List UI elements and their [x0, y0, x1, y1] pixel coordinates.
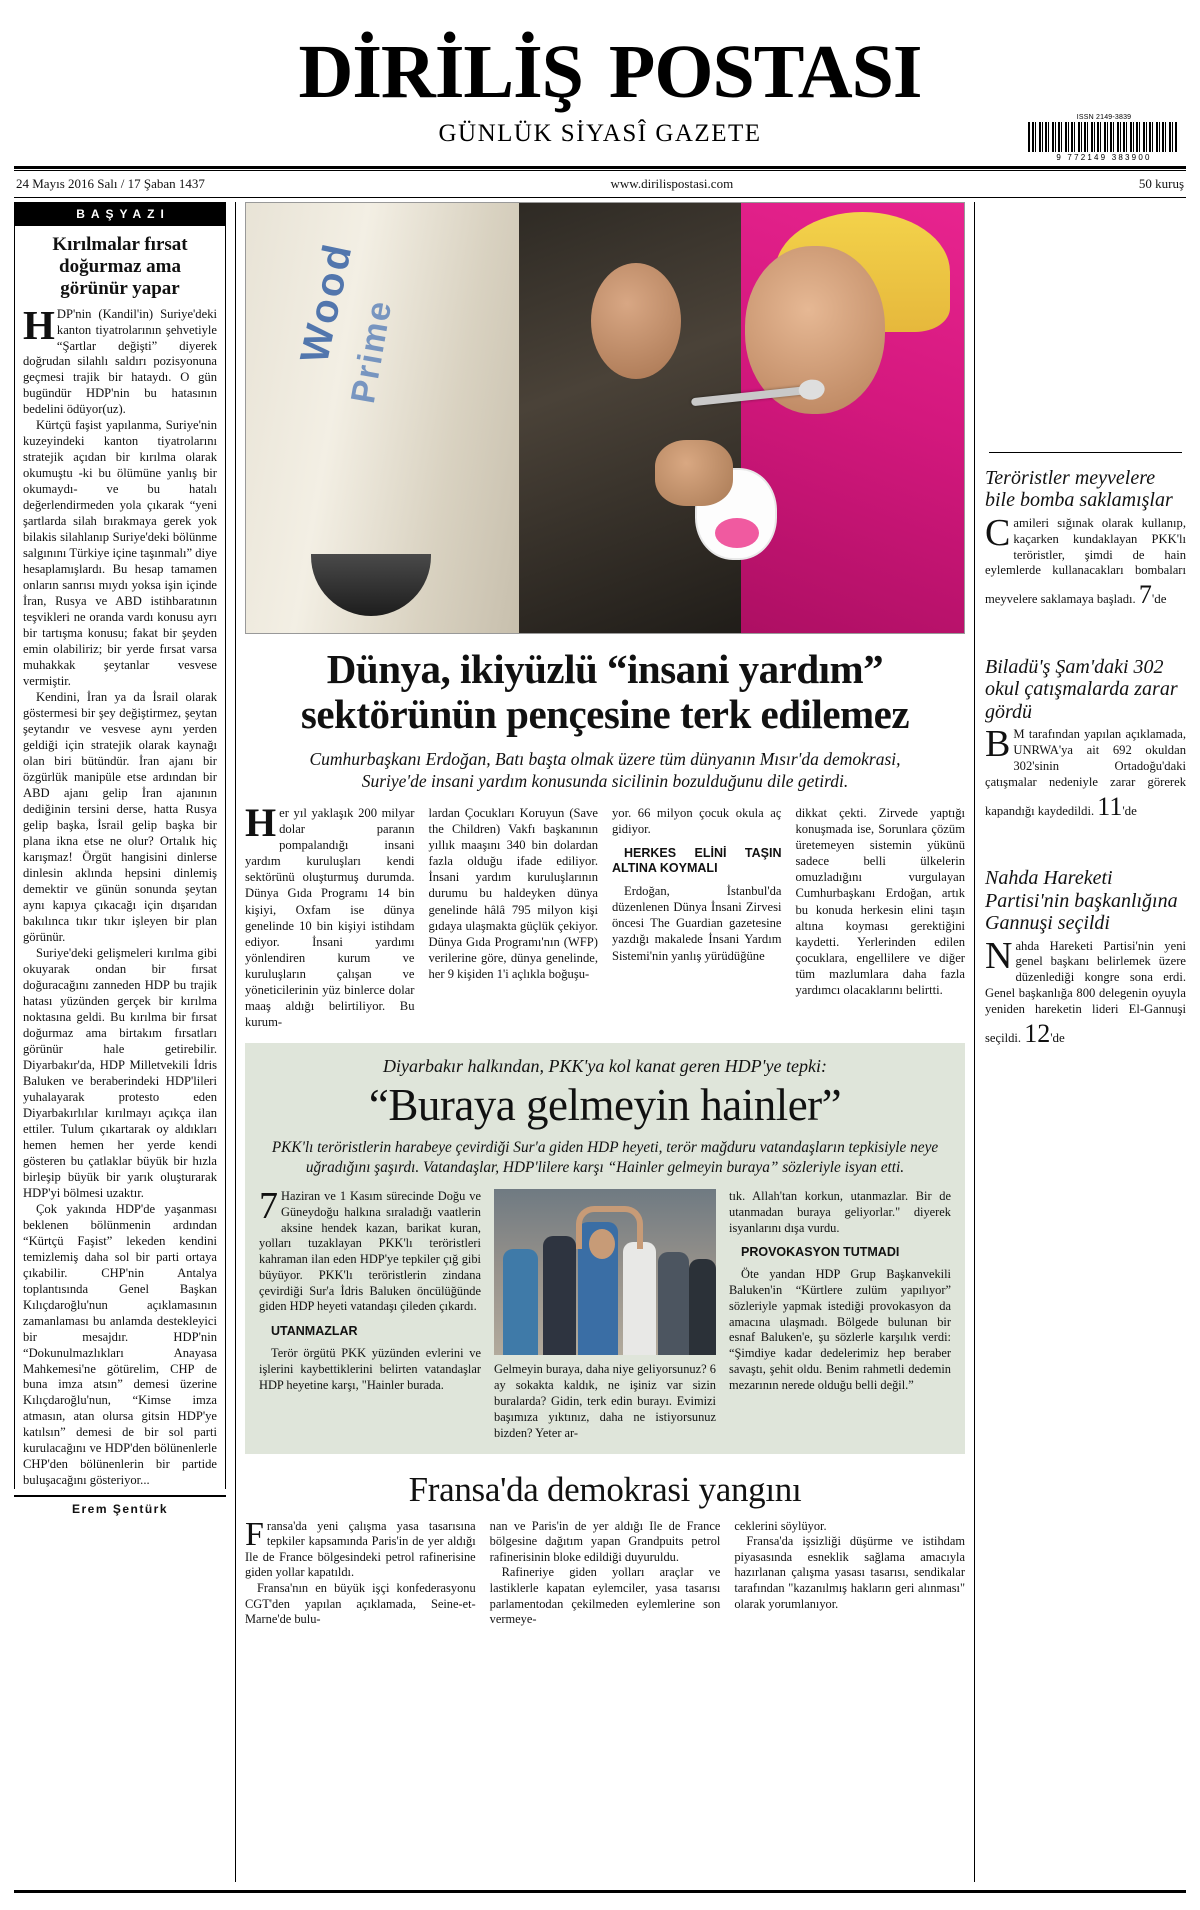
- lead-headline-line-2: sektörünün pençesine terk edilemez: [300, 691, 910, 738]
- lead-paragraph: Erdoğan, İstanbul'da düzenlenen Dünya İnsani Zirvesi öncesi The Guardian gazetesine yazdığı makalede İnsani Yardım Sistemi'nin yanlış yürüdüğüne: [612, 884, 782, 963]
- rail-body: [985, 511, 1186, 612]
- diyarbakir-kicker: Diyarbakır halkından, PKK'ya kol kanat geren HDP'ye tepki:: [383, 1056, 827, 1077]
- diyarbakir-deck: PKK'lı teröristlerin harabeye çevirdiği Sur'a giden HDP heyeti, terör mağduru vatandaşların tepkisiyle neye uğradığını şaşırdı. Vatandaşlar, HDP'lilere karşı “Hainler gelmeyin buraya” sözleriyle isyan etti.: [271, 1139, 939, 1176]
- rail-story-3[interactable]: [985, 867, 1186, 1050]
- website-url[interactable]: www.dirilispostasi.com: [610, 176, 734, 191]
- france-paragraph: Fransa'da işsizliği düşürme ve istihdam piyasasında esneklik sağlama amacıyla hazırlanan çalışma yasası tasarısı, sendikalar tarafından "kazanılmış hakların geri alınması" olarak yorumlanıyor.: [734, 1534, 966, 1611]
- rail-headline: Nahda Hareketi Partisi'nin başkanlığına Gannuşi seçildi: [985, 867, 1178, 935]
- right-rail: [974, 202, 1186, 1882]
- lead-body-column-1: [245, 799, 415, 1031]
- rail-body: [985, 723, 1186, 823]
- masthead: [14, 0, 1186, 160]
- france-paragraph: Rafineriye giden yolları araçlar ve lastiklerle kapatan eylemciler, yasa tasarısı parlamentodan çekilmeden eylemlerine son vermeye-: [489, 1565, 721, 1627]
- rail-page-suffix: 'de: [1050, 1029, 1065, 1045]
- rail-headline: Biladü'ş Şam'daki 302 okul çatışmalarda zarar gördü: [985, 655, 1178, 723]
- rail-body: [985, 934, 1186, 1051]
- france-column-1: [245, 1515, 476, 1628]
- footer-divider: [14, 1890, 1186, 1893]
- france-paragraph: Fransa'nın en büyük işçi konfederasyonu CGT'den yapılan açıklamada, Seine-et-Marne'de bulu-: [245, 1581, 476, 1627]
- lead-body-column-2: [429, 805, 599, 1031]
- barcode-icon: [1028, 122, 1178, 152]
- rail-page-number: 12: [1024, 1018, 1051, 1048]
- editorial-paragraph: Kendini, İran ya da İsrail olarak göstermesi bir şey değiştirmez, şeytan şeytandır ve vesvese aynı yerden geldiği için stratejik olarak kaynağı olan biri bütündür. İran ajanı bir özgürlük manipüle etse ardından bir ABD ajanı gelip İran ajanının dediğinin tersini derse, hatta Rusya gelip başka, İsrail gelip başka bir plana ikna etse ne olur? Ortalık hiç karışmaz! Örgüt hangisini dinlerse dinlesin aklında hepsini dinlemiş demektir ve günün sonunda şeytan aynı kapıya çıkacağı için dışarıdan bakılınca tıkır tıkır işleyen bir plan görünür.: [23, 690, 217, 944]
- france-paragraph: nan ve Paris'in de yer aldığı Ile de France bölgesine dağıtım yapan Grandpuits petrol rafinerisinin bloke edildiği duyuruldu.: [489, 1518, 721, 1564]
- rail-page-ref[interactable]: [1139, 580, 1167, 609]
- editorial-box: [14, 226, 226, 1489]
- rail-page-ref[interactable]: [1024, 1019, 1065, 1048]
- rail-divider: [989, 452, 1182, 453]
- dateline-divider: [14, 197, 1186, 198]
- lead-headline[interactable]: [245, 647, 965, 737]
- issn-label: ISSN 2149-3839: [1076, 114, 1132, 121]
- sack-text-shape: Wood: [292, 238, 362, 368]
- france-column-2: [490, 1519, 721, 1628]
- diyarbakir-headline[interactable]: “Buraya gelmeyin hainler”: [368, 1080, 842, 1131]
- france-paragraph: Fransa'da yeni çalışma yasa tasarısına tepkiler kapsamında Paris'in de yer aldığı Ile de France bölgesindeki petrol rafinerisine giden yollar kapatıldı.: [245, 1515, 476, 1580]
- crowd-person-shape: [543, 1236, 576, 1356]
- publication-date: 24 Mayıs 2016 Salı / 17 Şaban 1437: [16, 176, 205, 191]
- rail-headline: Teröristler meyvelere bile bomba saklamışlar: [985, 467, 1173, 512]
- barcode-block: [1028, 114, 1180, 162]
- woman-face-shape: [591, 263, 681, 379]
- lead-paragraph: lardan Çocukları Koruyun (Save the Children) Vakfı başkanının yıllık maaşını 340 bin dolardan fazla olduğu ifade ediliyor. İnsani yardım kuruluşlarının durumu bu haldeyken dünya genelinde hâlâ 795 milyon kişi gıdaya ulaşmakta güçlük çekiyor. Dünya Gıda Programı'nın (WFP) verilerine göre, dünya genelinde, her 9 kişiden 1'i açlıkla boğuşu-: [428, 805, 598, 982]
- masthead-divider: [14, 166, 1186, 171]
- diyarbakir-paragraph: Öte yandan HDP Grup Başkanvekili Baluken'in “Kürtlere zulüm yapılıyor” sözleriyle yapmak istediği provokasyon da amacına ulaşmadı. Bölgede bulunan bir esnaf Baluken'e, şu sözlerle karşılık verdi: “Şimdiye kadar dedelerimiz hep beraber savaştı, şehit oldu. Benim rahmetli dedemin mezarının nerede olduğu belli değil.”: [729, 1267, 951, 1392]
- rail-story-1[interactable]: [985, 467, 1186, 612]
- france-columns: [245, 1515, 966, 1628]
- diyarbakir-photo: [494, 1189, 716, 1355]
- newspaper-title: diriliş postası: [298, 2, 922, 121]
- diyarbakir-paragraph: Terör örgütü PKK yüzünden evlerini ve işlerini kaybettiklerini belirten vatandaşlar HDP heyetine karşı, "Hainler burada.: [259, 1346, 481, 1392]
- diyarbakir-subhead-2: PROVOKASYON TUTMADI: [741, 1245, 900, 1260]
- rail-divider: [989, 628, 1182, 642]
- barcode-digits: 9 772149 383900: [1056, 153, 1152, 162]
- lead-headline-line-1: Dünya, ikiyüzlü “insani yardım”: [326, 646, 884, 692]
- lead-body-column-4: [796, 805, 966, 1031]
- editorial-section-label: BAŞYAZI: [14, 202, 226, 226]
- rail-body-text: Nahda Hareketi Partisi'nin yeni genel başkanı belirlemek üzere düzenlediği kongre sona erdi. Genel başkanlığa 800 delegenin oyuyla yeniden hareketin lideri El-Gannuşi seçildi.: [985, 934, 1186, 1045]
- lead-deck: Cumhurbaşkanı Erdoğan, Batı başta olmak üzere tüm dünyanın Mısır'da demokrasi, Suriye'de insani yardım konusunda sicilinin bozulduğunu dile getirdi.: [309, 749, 901, 792]
- france-paragraph: ceklerini söylüyor.: [734, 1518, 827, 1533]
- rail-page-suffix: 'de: [1122, 802, 1137, 818]
- editorial-title: Kırılmalar fırsat doğurmaz ama görünür yapar: [52, 234, 188, 299]
- diyarbakir-column-3: [729, 1189, 951, 1441]
- editorial-paragraph: HDP'nin (Kandil'in) Suriye'deki kanton tiyatrolarının şehvetiyle “Şartlar değişti” diyerek doğrudan silahlı saldırı pozisyonuna geçmesi trajik bir hataydı. O gün bugündür HDP'nin bu hatasının bedelini ödüyor(uz).: [23, 301, 217, 417]
- diyarbakir-columns: [259, 1185, 951, 1441]
- diyarbakir-column-1: [259, 1185, 481, 1441]
- rail-page-number: 7: [1138, 580, 1152, 610]
- editorial-column: [14, 202, 236, 1882]
- crowd-person-shape: [658, 1252, 689, 1355]
- france-column-3: [734, 1519, 965, 1628]
- lead-paragraph: dikkat çekti. Zirvede yaptığı konuşmada ise, Sorunlara çözüm üretemeyen sistemin yükünü sadece belli ülkelerin omuzladığını vurgulayan Cumhurbaşkanı Erdoğan, artık bu konuda herkesin elini taşın altına koyması gerektiğini kaydetti. Yerlerinden edilen çocuklara, engellilere ve diğer tüm mazlumlara daha fazla yardımcı olacaklarını belirtti.: [795, 805, 965, 998]
- rail-page-number: 11: [1097, 791, 1123, 821]
- rail-page-ref[interactable]: [1097, 792, 1137, 821]
- lead-body-column-3: [612, 805, 782, 1031]
- lead-subhead: HERKES ELİNİ TAŞIN ALTINA KOYMALI: [612, 846, 782, 876]
- crowd-person-shape: [503, 1249, 539, 1355]
- hand-shape: [655, 440, 733, 506]
- editorial-paragraph: Çok yakında HDP'de yaşanması beklenen bölünmenin ardından “Kürtçü Faşist” lekeden kendini temizlemiş daha sol bir parti ortaya çıkabilir. CHP'nin Antalya toplantısında Genel Başkan Kılıçdaroğlu'nun açıklamasının zamanlaması bu anlamda destekleyici bir mesajdır. HDP'nin “Dokunulmazlıkları Anayasa Mahkemesi'ne götürelim, CHP de buna imza atsın” demesi üzerine Kılıçdaroğlu'nun, “Kimse imza atmasın, atan olursa gitsin HDP'ye katılsın” demesi de bir sol parti kurulacağını ve HDP'den bölünenlerle CHP'den bölünenlerin bir partide buluşacağını gösteriyor...: [23, 1201, 217, 1488]
- rail-story-2[interactable]: [985, 656, 1186, 823]
- lead-paragraph: yor. 66 milyon çocuk okula aç gidiyor.: [612, 805, 782, 837]
- crowd-person-shape: [623, 1242, 656, 1355]
- diyarbakir-column-2: [494, 1189, 716, 1441]
- editorial-body: [23, 301, 217, 1490]
- editorial-paragraph: Suriye'deki gelişmeleri kırılma gibi okuyarak ondan bir fırsat doğuracağını zanneden HDP bu trajik hatası yüzünden gerçek bir kırılma noktasına geldi. Bu kırılma bir fırsat doğurmaz ama birtakım fırsatları görünür hale getirebilir. Diyarbakır'da, HDP Milletvekili İdris Baluken ve beraberindeki HDP'lileri yuhalayarak protesto eden Diyarbakırlılar kırılmayı açıkça ilan ettiler. Tulum çıkartarak oy aldıkları hemen hemen her yerde kendi gösteren bu çatlaklar büyük bir hızla birleşip büyük bir yarık oluşturarak HDP'yi bölmesi uzaktır.: [23, 945, 217, 1200]
- sack-text-shape-2: Prime: [344, 296, 400, 407]
- rail-body-text: BM tarafından yapılan açıklamada, UNRWA'ya ait 692 okuldan 302'sinin Ortadoğu'daki çatışmalar nedeniyle zarar görerek kapandığı kaydedildi.: [985, 723, 1186, 818]
- price-label: 50 kuruş: [1138, 176, 1184, 191]
- diyarbakir-paragraph: tık. Allah'tan korkun, utanmazlar. Bir de utanmadan buraya geliyorlar." diyerek isyanlarını dışa vurdu.: [729, 1189, 951, 1235]
- rail-divider: [989, 839, 1182, 853]
- diyarbakir-story: [245, 1043, 965, 1453]
- diyarbakir-subhead: UTANMAZLAR: [271, 1324, 358, 1339]
- lead-body-columns: [245, 799, 965, 1031]
- france-headline[interactable]: Fransa'da demokrasi yangını: [408, 1469, 802, 1509]
- diyarbakir-photo-caption: Gelmeyin buraya, daha niye geliyorsunuz? 6 ay sokakta kaldık, ne işiniz var sizin buralarda? Gidin, terk edin burayı. Evimizi başımıza yıktınız, daha ne istiyorsunuz bizden? Yeter ar-: [494, 1362, 716, 1440]
- dateline: [14, 174, 1186, 197]
- diyarbakir-paragraph: 7Haziran ve 1 Kasım sürecinde Doğu ve Güneydoğu halkına sıraladığı vaatlerin aksine hendek kazan, barikat kuran, yolları tuzaklayan PKK'lı teröristleri kahraman ilan eden HDP'ye tepkiler çığ gibi büyüyor. PKK'lı teröristlerin zindana çevirdiği Sur'a İdris Baluken öncülüğünde giden HDP heyeti vatandaşı çileden çıkardı.: [259, 1185, 481, 1314]
- crowd-person-shape: [689, 1259, 716, 1355]
- newspaper-subtitle: GÜNLÜK SİYASÎ GAZETE: [438, 120, 762, 147]
- editorial-paragraph: Kürtçü faşist yapılanma, Suriye'nin kuzeyindeki kanton tiyatrolarını stratejik açıdan bir kırılma olarak okumuştu -ki bu ölümüne yanlış bir okumaydı- ve bu hatalı değerlendirmeden yola çıkarak “yeni şartlarda silah bırakmaya gerek yok bilakis silahlanıp Suriye'deki bölünme salgınını Türkiye içine taşınmalı” diye hesaplamışlardı. Bu hesap tamamen onların sanrısı mıydı yoksa işin içinde İran, Rusya ve ABD istihbaratının teşvikleri ne oranda vardı konusu ayrı bir tartışma konusu; fakat bir şeyden emin olabiliriz; bir yerde fırsat varsa muhakkak şeytanlar vesvese vermiştir.: [23, 418, 217, 689]
- editorial-author: Erem Şentürk: [14, 1495, 226, 1516]
- lead-photo: [245, 202, 965, 634]
- page-body: [14, 202, 1186, 1882]
- rail-page-suffix: 'de: [1151, 591, 1167, 607]
- lead-paragraph: Her yıl yaklaşık 200 milyar dolar paranın pompalandığı insani yardım kuruluşları kendi sektörünü oluşturmuş durumda. Dünya Gıda Programı 14 bin kişiyi, Oxfam ise dünya genelinde 10 bin kişiyi istihdam ediyor. İnsani yardımı yönlendiren kurum ve kuruluşların çalışan ve yöneticilerinin yüz binlerce dolar maaş aldığı belirtiliyor. Bu kurum-: [245, 799, 415, 1030]
- main-column: [236, 202, 974, 1882]
- rail-body-text: Camileri sığınak olarak kullanıp, kaçarken kundaklayan PKK'lı teröristler, şimdi de hain eylemlerde kullanacakları bombaları meyvelere saklamaya başladı.: [985, 511, 1186, 607]
